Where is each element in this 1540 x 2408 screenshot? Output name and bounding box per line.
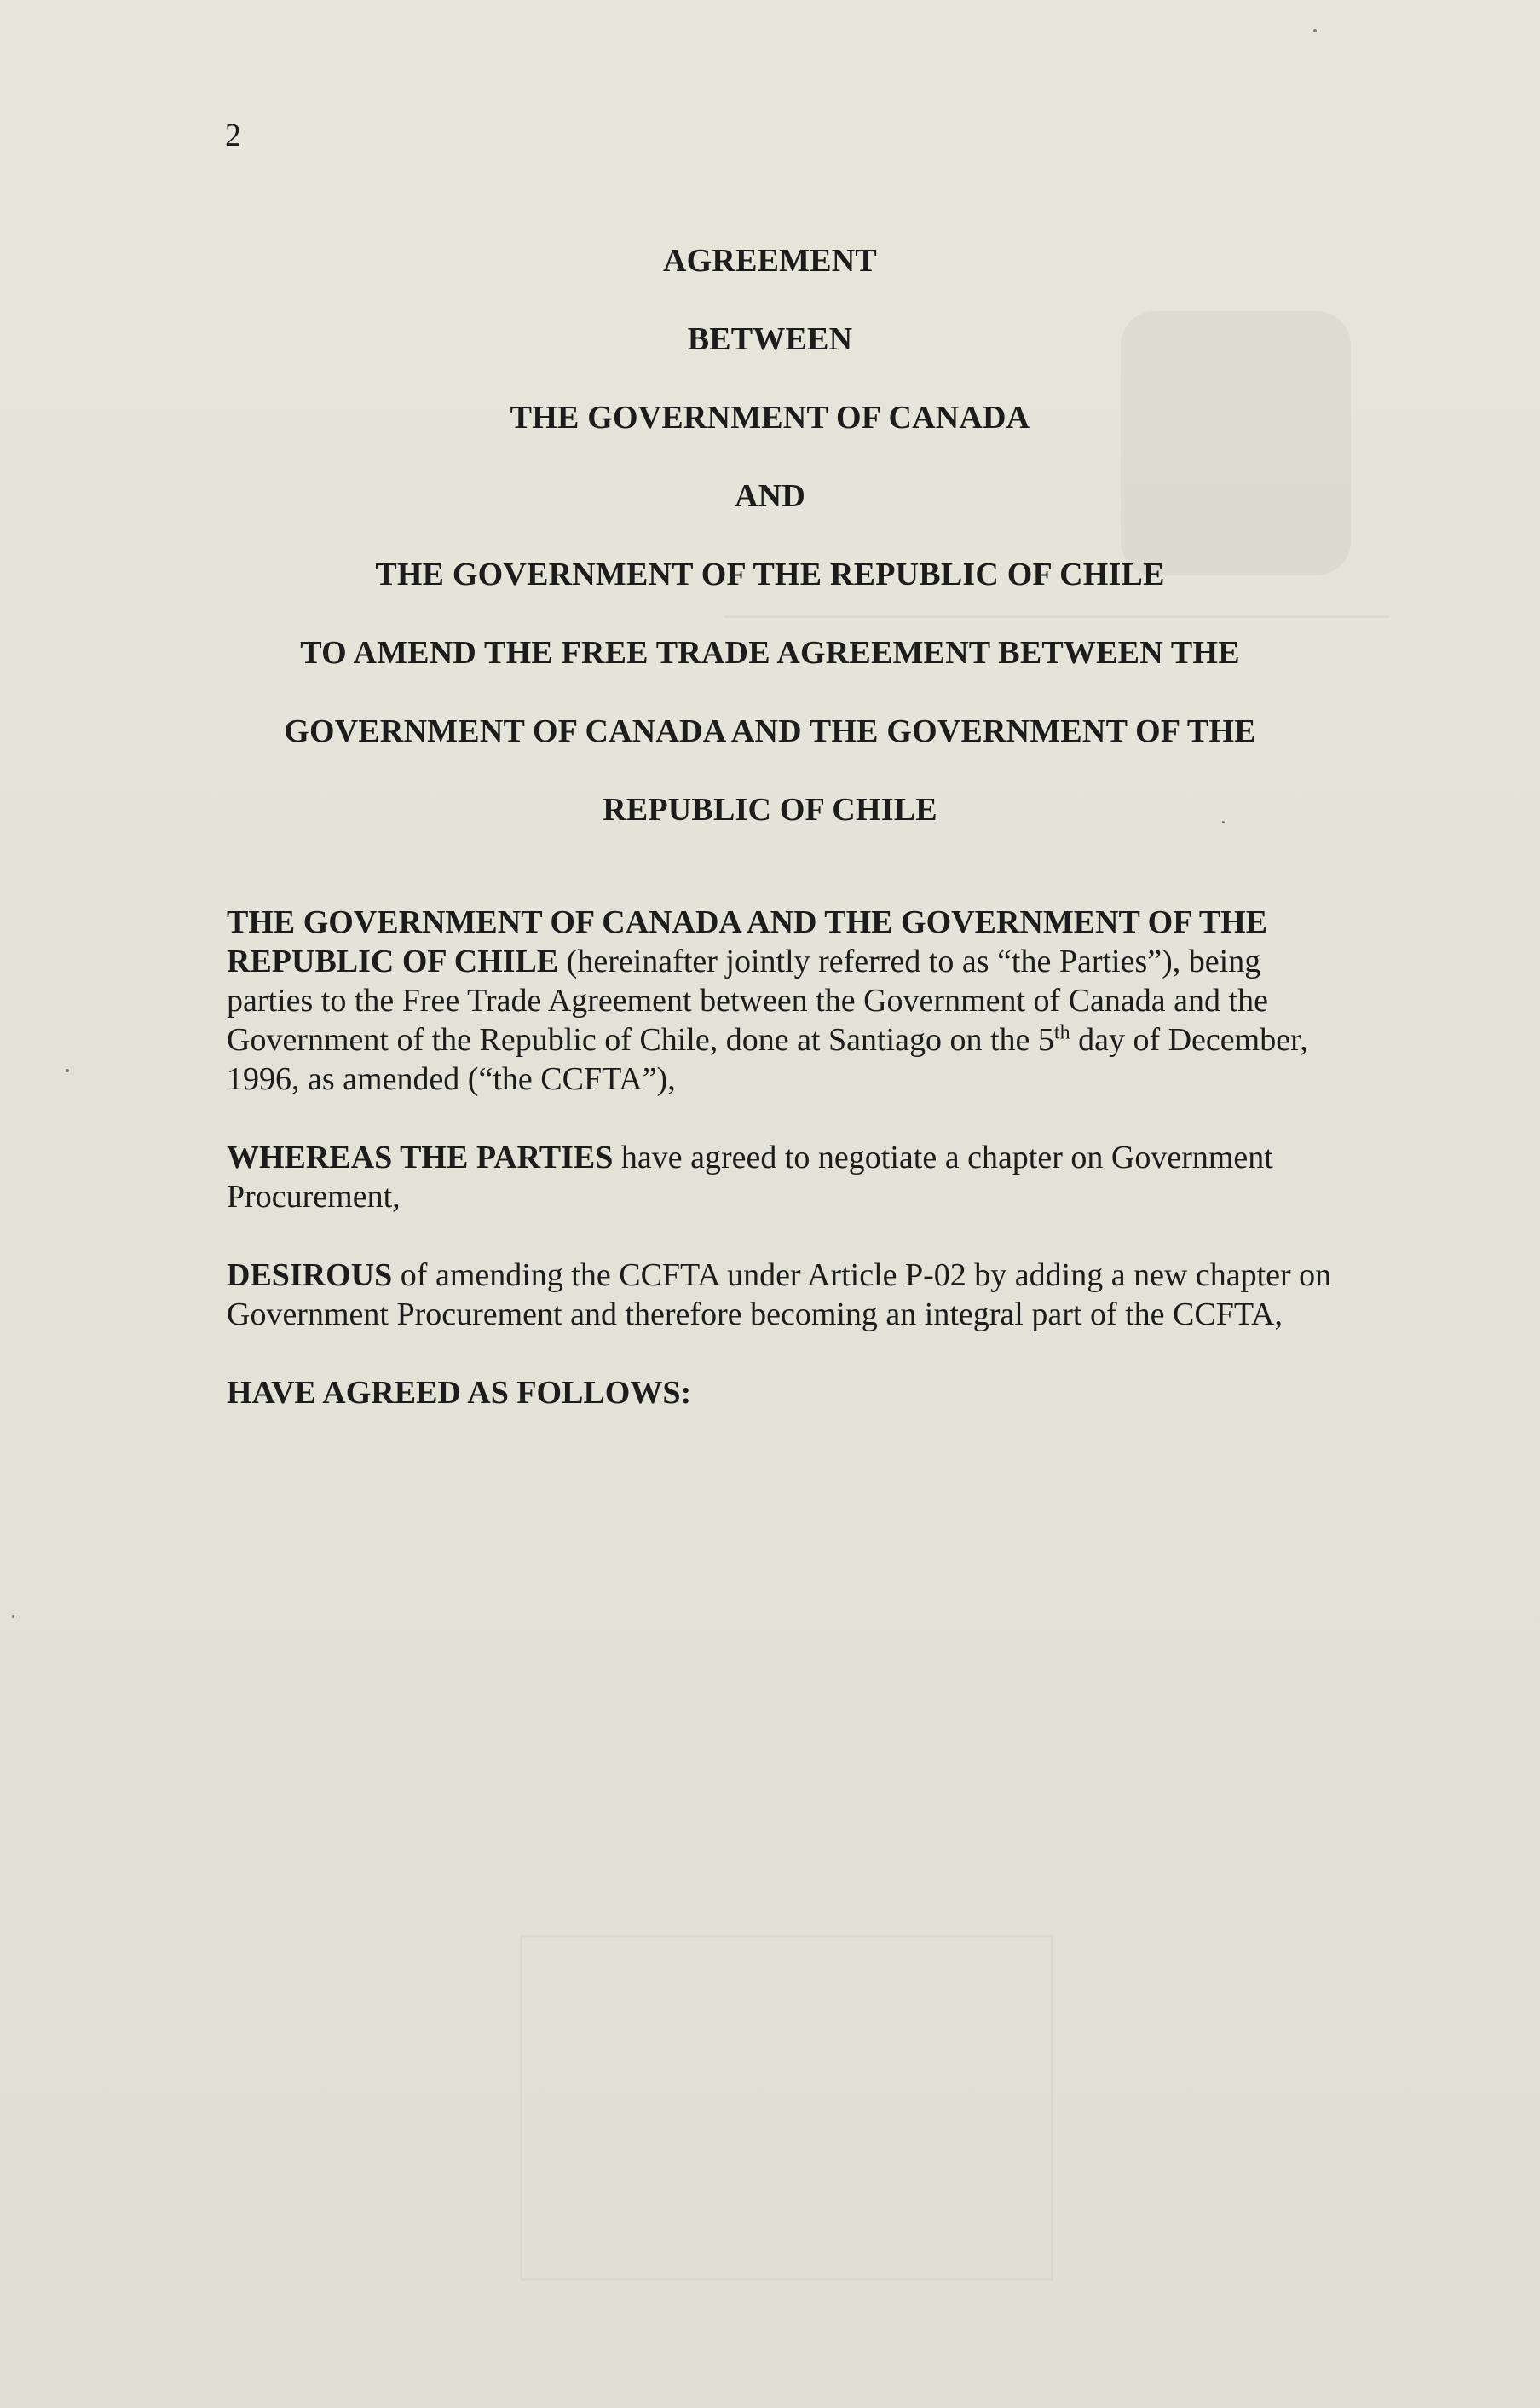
agreement-body [227, 903, 1335, 1412]
ordinal-superscript: th [1053, 1021, 1070, 1044]
title-line: AGREEMENT [663, 243, 877, 279]
whereas-lead: WHEREAS THE PARTIES [227, 1140, 614, 1175]
desirous-lead: DESIROUS [227, 1257, 393, 1293]
bleed-through-stamp-box [520, 1935, 1053, 2281]
title-line: AND [735, 478, 805, 514]
dust-speck [1313, 29, 1317, 32]
title-line: REPUBLIC OF CHILE [603, 792, 937, 828]
desirous-text: of amending the CCFTA under Article P-02 by adding a new chapter on Government Procurement and therefore becoming an integral part of the CCFTA, [227, 1257, 1332, 1332]
title-line: BETWEEN [687, 321, 853, 357]
title-line: THE GOVERNMENT OF THE REPUBLIC OF CHILE [375, 557, 1165, 592]
desirous-paragraph [227, 1256, 1335, 1334]
dust-speck [12, 1615, 14, 1618]
page-number: 2 [225, 118, 241, 153]
dust-speck [66, 1069, 69, 1072]
preamble-text: (hereinafter jointly referred to as “the Parties”), being parties to the Free Trade Agreement between the Government of Canada and the Government of the Republic of Chile, done at Santiago on the 5 [227, 944, 1268, 1058]
preamble-lead: THE GOVERNMENT OF CANADA AND THE GOVERNMENT OF THE REPUBLIC OF CHILE [227, 904, 1268, 979]
title-line: GOVERNMENT OF CANADA AND THE GOVERNMENT OF THE [284, 713, 1256, 749]
closing-statement: HAVE AGREED AS FOLLOWS: [227, 1375, 692, 1411]
whereas-paragraph [227, 1138, 1335, 1216]
agreement-title [0, 241, 1540, 829]
title-line: THE GOVERNMENT OF CANADA [510, 400, 1030, 436]
preamble-paragraph [227, 903, 1335, 1099]
title-line: TO AMEND THE FREE TRADE AGREEMENT BETWEEN THE [300, 635, 1240, 671]
preamble-text-end: day of December, 1996, as amended (“the CCFTA”), [227, 1022, 1308, 1097]
whereas-text: have agreed to negotiate a chapter on Government Procurement, [227, 1140, 1273, 1215]
